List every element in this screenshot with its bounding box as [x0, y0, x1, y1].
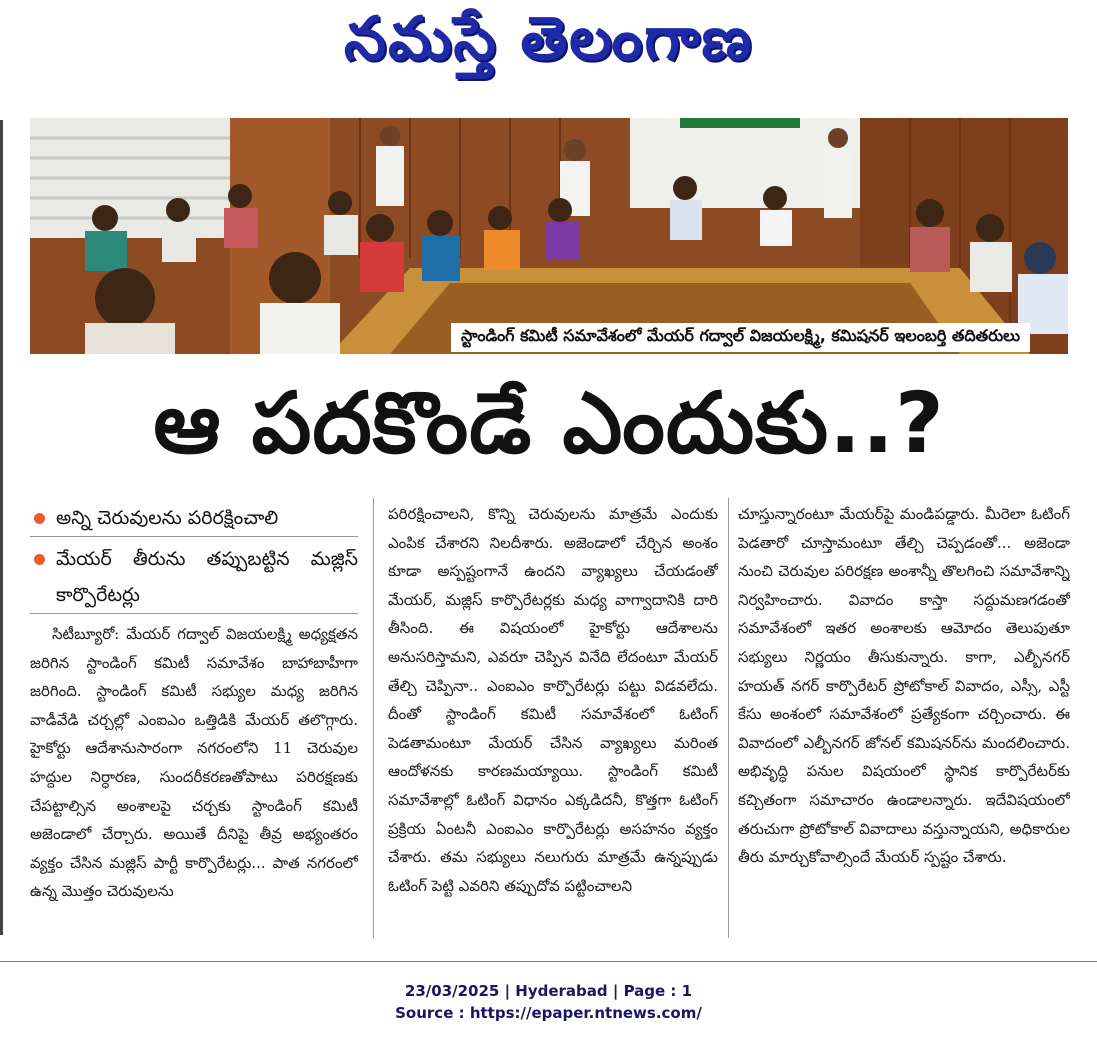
masthead	[0, 0, 1097, 110]
article-column-3	[738, 500, 1070, 940]
headline	[30, 358, 1068, 488]
article-text: చూస్తున్నారంటూ మేయర్‌పై మండిపడ్డారు. మీరెలా ఓటింగ్ పెడతారో చూస్తామంటూ తేల్చి చెప్పడంతో... అజెండా నుంచి చెరువుల పరిరక్షణ అంశాన్నీ తొలగించి సమావేశాన్ని నిర్వహించారు. వివాదం కాస్తా సద్దుమణగడంతో సమావేశంలో ఇతర అంశాలకు ఆమోదం తెలుపుతూ సభ్యులు నిర్ణయం తీసుకున్నారు. కాగా, ఎల్బీనగర్ హయత్ నగర్ కార్పొరేటర్ ప్రోటోకాల్ వివాదం, ఎస్సీ, ఎస్టీ కేసు అంశంలో సమావేశంలో ప్రత్యేకంగా చర్చించారు. ఈ వివాదంలో ఎల్బీనగర్ జోనల్ కమిషనర్‌ను మందలించారు. అభివృద్ధి పనుల విషయంలో స్థానిక కార్పొరేటర్‌కు కచ్చితంగా సమాచారం ఉండాలన్నారు. ఇదేవిషయంలో తరుచుగా ప్రోటోకాల్ వివాదాలు వస్తున్నాయని, అధికారుల తీరు మార్చుకోవాల్సిందే మేయర్ స్పష్టం చేశారు.	[738, 505, 1070, 867]
highlight-item	[30, 500, 358, 537]
page-edge-rule	[0, 120, 3, 935]
article-text: సిటీబ్యూరో: మేయర్ గద్వాల్ విజయలక్ష్మి అధ్యక్షతన జరిగిన స్టాండింగ్ కమిటీ సమావేశం బాహాబాహీగా జరిగింది. స్టాండింగ్ కమిటీ సభ్యుల మధ్య జరిగిన వాడీవేడి చర్చల్లో ఎంఐఎం ఒత్తిడికి మేయర్ తలొగ్గారు. హైకోర్టు ఆదేశానుసారంగా నగరంలోని 11 చెరువుల హద్దుల నిర్ధారణ, సుందరీకరణతోపాటు పరిరక్షణకు చేపట్టాల్సిన అంశాలపై చర్చకు స్టాండింగ్ కమిటీ అజెండాలో చేర్చారు. అయితే దీనిపై తీవ్ర అభ్యంతరం వ్యక్తం చేసిన మజ్లిస్ పార్టీ కార్పొరేటర్లు... పాత నగరంలో ఉన్న మొత్తం చెరువులను	[30, 625, 358, 901]
article-column-1	[30, 500, 358, 940]
meeting-photo-image	[30, 118, 1068, 354]
highlight-text: అన్ని చెరువులను పరిరక్షించాలి	[56, 507, 279, 529]
footer	[0, 980, 1097, 1024]
photo-caption: స్టాండింగ్ కమిటీ సమావేశంలో మేయర్ గద్వాల్ విజయలక్ష్మి, కమిషనర్ ఇలంబర్తి తదితరులు	[451, 323, 1030, 352]
column-divider	[373, 498, 374, 938]
bullet-dot-icon	[34, 554, 45, 565]
footer-divider	[0, 961, 1097, 962]
column-divider	[728, 498, 729, 938]
article-text: పరిరక్షించాలని, కొన్ని చెరువులను మాత్రమే ఎందుకు ఎంపిక చేశారని నిలదీశారు. అజెండాలో చేర్చిన అంశం కూడా అస్పష్టంగానే ఉందని వ్యాఖ్యలు చేయడంతో మేయర్, మజ్లిస్ కార్పొరేటర్లకు మధ్య వాగ్వాదానికి దారి తీసింది. ఈ విషయంలో హైకోర్టు ఆదేశాలను అనుసరిస్తామని, ఎవరూ చెప్పిన వినేది లేదంటూ మేయర్ తేల్చి చెప్పినా.. ఎంఐఎం కార్పొరేటర్లు పట్టు విడవలేదు. దీంతో స్టాండింగ్ కమిటీ సమావేశంలో ఓటింగ్ పెడతామంటూ మేయర్ చేసిన వ్యాఖ్యలు మరింత ఆందోళనకు కారణమయ్యాయి. స్టాండింగ్ కమిటీ సమావేశాల్లో ఓటింగ్ విధానం ఎక్కడిదనీ, కొత్తగా ఓటింగ్ ప్రక్రియ ఏంటనీ ఎంఐఎం కార్పొరేటర్లు అసహనం వ్యక్తం చేశారు. తమ సభ్యులు నలుగురు మాత్రమే ఉన్నప్పుడు ఓటింగ్ పెట్టి ఎవరిని తప్పుదోవ పట్టించాలని	[388, 505, 718, 895]
news-photo	[30, 118, 1068, 354]
dateline: 23/03/2025 | Hyderabad | Page : 1	[404, 982, 693, 1000]
source-link[interactable]: Source : https://epaper.ntnews.com/	[395, 1004, 702, 1022]
article-column-2	[388, 500, 718, 940]
bullet-dot-icon	[34, 513, 45, 524]
newspaper-logo: నమస్తే తెలంగాణ	[343, 4, 754, 74]
headline-text: ఆ పదకొండే ఎందుకు..?	[153, 374, 945, 472]
highlight-item	[30, 541, 358, 614]
highlight-text: మేయర్ తీరును తప్పుబట్టిన మజ్లిస్ కార్పొరేటర్లు	[56, 548, 358, 606]
highlights-list	[30, 500, 358, 614]
